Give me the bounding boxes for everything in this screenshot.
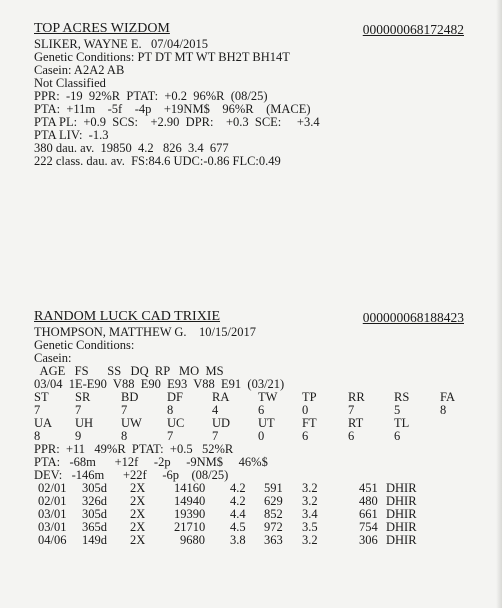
record-2-dev: DEV: -146m +22f -6p (08/25) [34, 468, 229, 482]
lact-milk: 14160 [174, 481, 206, 495]
lact-prot: 661 [359, 507, 378, 521]
lact-fat-pct: 4.5 [230, 520, 246, 534]
trait-label: FA [440, 390, 456, 404]
record-1 [34, 22, 464, 192]
trait-label: BD [121, 390, 139, 404]
lact-prot-pct: 3.2 [302, 481, 318, 495]
lact-fat: 629 [264, 494, 283, 508]
trait-label: TW [258, 390, 278, 404]
record-1-pta: PTA: +11m -5f -4p +19NM$ 96%R (MACE) [34, 102, 311, 116]
trait-value: 7 [348, 403, 355, 417]
lact-days: 305d [82, 481, 107, 495]
lact-milking: 2X [130, 507, 146, 521]
record-2-casein: Casein: [34, 351, 72, 365]
trait-label: UH [75, 416, 94, 430]
trait-value: 0 [258, 429, 265, 443]
record-1-pta-liv: PTA LIV: -1.3 [34, 128, 109, 142]
lact-source: DHIR [386, 520, 417, 534]
trait-label: RS [394, 390, 410, 404]
record-1-pta-pl: PTA PL: +0.9 SCS: +2.90 DPR: +0.3 SCE: +3.4 [34, 115, 320, 129]
trait-value: 7 [167, 429, 174, 443]
trait-value: 8 [34, 429, 41, 443]
trait-label: UC [167, 416, 185, 430]
lact-fat: 363 [264, 533, 283, 547]
trait-value: 6 [348, 429, 355, 443]
lact-fat-pct: 4.2 [230, 481, 246, 495]
lact-source: DHIR [386, 533, 417, 547]
lact-prot-pct: 3.2 [302, 494, 318, 508]
trait-value: 7 [75, 403, 82, 417]
lact-date: 03/01 [38, 520, 67, 534]
trait-value: 7 [212, 429, 219, 443]
lact-milking: 2X [130, 533, 146, 547]
lact-prot-pct: 3.5 [302, 520, 318, 534]
record-2-owner: THOMPSON, MATTHEW G. 10/15/2017 [34, 325, 256, 339]
record-1-ppr: PPR: -19 92%R PTAT: +0.2 96%R (08/25) [34, 89, 268, 103]
trait-label: ST [34, 390, 49, 404]
lact-date: 02/01 [38, 481, 67, 495]
lact-fat: 972 [264, 520, 283, 534]
lact-milk: 9680 [180, 533, 205, 547]
lact-prot: 451 [359, 481, 378, 495]
trait-value: 6 [394, 429, 401, 443]
trait-value: 5 [394, 403, 401, 417]
record-2-pta: PTA: -68m +12f -2p -9NM$ 46%$ [34, 455, 268, 469]
lact-fat: 852 [264, 507, 283, 521]
record-2-genetic-conditions: Genetic Conditions: [34, 338, 135, 352]
trait-value: 8 [440, 403, 447, 417]
lact-days: 326d [82, 494, 107, 508]
record-1-name: TOP ACRES WIZDOM [34, 21, 170, 36]
lact-source: DHIR [386, 481, 417, 495]
lact-date: 03/01 [38, 507, 67, 521]
trait-label: UW [121, 416, 142, 430]
lact-prot: 754 [359, 520, 378, 534]
trait-value: 0 [302, 403, 309, 417]
table-row [34, 534, 464, 547]
lact-milk: 21710 [174, 520, 206, 534]
lact-milking: 2X [130, 481, 146, 495]
page-edge-shadow [496, 0, 502, 608]
trait-value: 7 [121, 403, 128, 417]
trait-value: 9 [75, 429, 82, 443]
trait-value: 8 [121, 429, 128, 443]
trait-label: RR [348, 390, 365, 404]
trait-label: RT [348, 416, 364, 430]
lact-milking: 2X [130, 494, 146, 508]
record-2-ppr: PPR: +11 49%R PTAT: +0.5 52%R [34, 442, 234, 456]
trait-label: TP [302, 390, 317, 404]
record-1-casein: Casein: A2A2 AB [34, 63, 125, 77]
lact-date: 04/06 [38, 533, 67, 547]
trait-value: 6 [302, 429, 309, 443]
trait-value: 7 [34, 403, 41, 417]
record-2 [34, 310, 464, 580]
lact-fat-pct: 4.2 [230, 494, 246, 508]
lactation-table [34, 482, 464, 548]
record-1-classification: Not Classified [34, 76, 106, 90]
trait-label: SR [75, 390, 91, 404]
trait-value: 6 [258, 403, 265, 417]
lact-fat-pct: 3.8 [230, 533, 246, 547]
lact-prot-pct: 3.4 [302, 507, 318, 521]
lact-prot: 306 [359, 533, 378, 547]
record-1-id: 000000068172482 [362, 22, 464, 37]
trait-label: DF [167, 390, 183, 404]
lact-prot: 480 [359, 494, 378, 508]
record-1-genetic-conditions: Genetic Conditions: PT DT MT WT BH2T BH14T [34, 50, 290, 64]
lact-days: 305d [82, 507, 107, 521]
record-2-id: 000000068188423 [362, 310, 464, 325]
trait-value: 4 [212, 403, 219, 417]
trait-value: 8 [167, 403, 174, 417]
lact-days: 149d [82, 533, 107, 547]
record-2-score-headers: AGE FS SS DQ RP MO MS [34, 364, 224, 378]
lact-milk: 14940 [174, 494, 206, 508]
record-1-owner: SLIKER, WAYNE E. 07/04/2015 [34, 37, 208, 51]
record-2-score-values: 03/04 1E-E90 V88 E90 E93 V88 E91 (03/21) [34, 377, 285, 391]
lact-fat: 591 [264, 481, 283, 495]
lact-milking: 2X [130, 520, 146, 534]
traits-grid [34, 391, 464, 443]
lact-milk: 19390 [174, 507, 206, 521]
trait-label: UD [212, 416, 231, 430]
trait-label: UT [258, 416, 275, 430]
record-2-name: RANDOM LUCK CAD TRIXIE [34, 309, 221, 324]
trait-label: UA [34, 416, 53, 430]
lact-prot-pct: 3.2 [302, 533, 318, 547]
record-1-dau-avg: 380 dau. av. 19850 4.2 826 3.4 677 [34, 141, 229, 155]
lact-source: DHIR [386, 494, 417, 508]
record-1-class-dau-avg: 222 class. dau. av. FS:84.6 UDC:-0.86 FLC:0.49 [34, 154, 281, 168]
lact-source: DHIR [386, 507, 417, 521]
lact-fat-pct: 4.4 [230, 507, 246, 521]
trait-label: RA [212, 390, 230, 404]
lact-date: 02/01 [38, 494, 67, 508]
lact-days: 365d [82, 520, 107, 534]
trait-label: FT [302, 416, 317, 430]
trait-label: TL [394, 416, 410, 430]
